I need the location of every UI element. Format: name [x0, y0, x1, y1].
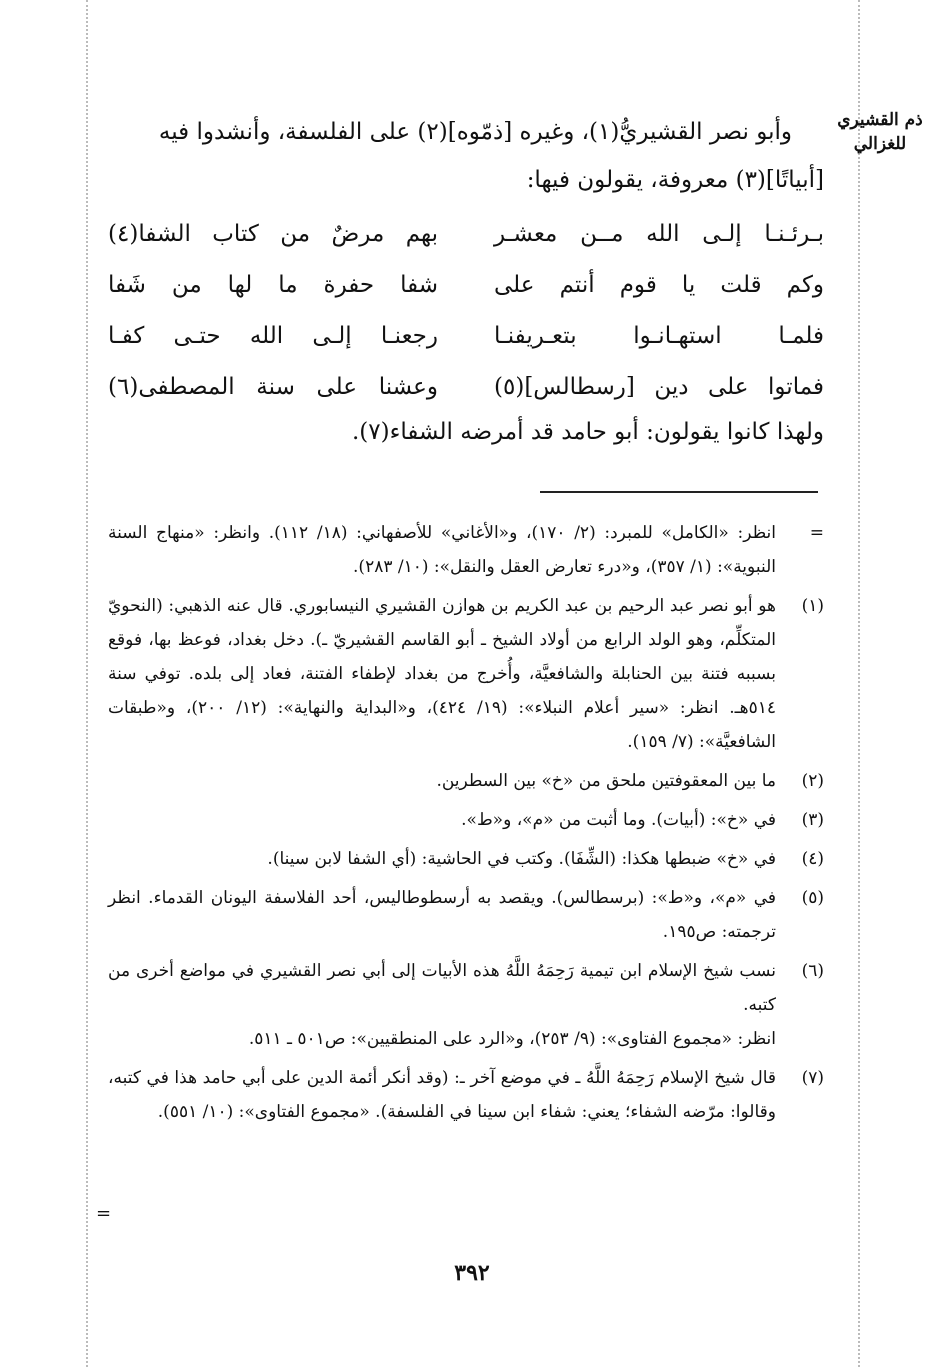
- verse-first-hemistich: فماتوا على دين [رسطالس](٥): [494, 373, 824, 400]
- verse-second-hemistich: وعشنا على سنة المصطفى(٦): [108, 373, 438, 400]
- main-line-1: وأبو نصر القشيريُّ(١)، وغيره [ذمّوه](٢) على الفلسفة، وأنشدوا فيه: [158, 119, 792, 145]
- footnote-text-block: [108, 954, 776, 1056]
- footnote-number: (٤): [801, 849, 824, 869]
- footnote-number: (٧): [801, 1068, 824, 1088]
- footnote-number: (١): [801, 596, 824, 616]
- verse-second-hemistich: بهم مرضٌ من كتاب الشفا(٤): [108, 220, 438, 247]
- footnote-text: في «م»، و«ط»: (برسطالس). ويقصد به أرسطوطاليس، أحد الفلاسفة اليونان القدماء. انظر ترجمته: ص١٩٥.: [108, 888, 776, 942]
- verse-second-hemistich: شفا حفرة ما لها من شَفا: [108, 271, 438, 298]
- footnote-number: (٣): [801, 810, 824, 830]
- footnote-continued: [108, 516, 824, 584]
- footnote-text: هو أبو نصر عبد الرحيم بن عبد الكريم بن هوازن القشيري النيسابوري. قال عنه الذهبي: (النحويّ المتكلِّم، وهو الولد الرابع من أولاد الشيخ ـ أبو القاسم القشيريّ ـ). دخل بغداد، فوعظ بها، فوقع بسببه فتنة بين الحنابلة والشافعيَّة، وأُخرج من بغداد لإطفاء الفتنة، فعاد إلى بلده. توفي سنة ٥١٤هـ. انظر: «سير أعلام النبلاء»: (١٩/ ٤٢٤)، و«البداية والنهاية»: (١٢/ ٢٠٠)، و«طبقات الشافعيَّة»: (٧/ ١٥٩).: [108, 596, 777, 752]
- margin-note: ذم القشيري للغزالي: [837, 110, 923, 154]
- verse: [108, 310, 824, 361]
- footnote: [108, 842, 824, 876]
- footnote: [108, 764, 824, 798]
- footnote-number: (٥): [801, 888, 824, 908]
- footnote-number: (٦): [801, 961, 824, 981]
- verse: [108, 259, 824, 310]
- footnote: [108, 881, 824, 949]
- footnote-separator: [540, 491, 818, 493]
- footnote: [108, 803, 824, 837]
- footnote: [108, 954, 824, 1056]
- footnote: [108, 589, 824, 759]
- footnote-reference: انظر: «مجموع الفتاوى»: (٩/ ٢٥٣)، و«الرد على المنطقيين»: ص٥٠١ ـ ٥١١.: [248, 1029, 776, 1049]
- main-text: [108, 108, 824, 204]
- footnote-number: (٢): [801, 771, 824, 791]
- verse: [108, 361, 824, 412]
- footnote-continuation-mark: =: [96, 1203, 112, 1224]
- page-number: ٣٩٢: [454, 1260, 490, 1286]
- footnote-text: في «خ» ضبطها هكذا: (الشِّفَا). وكتب في الحاشية: (أي الشفا لابن سينا).: [267, 849, 776, 869]
- verse-second-hemistich: رجعنـا إلـى الله حتـى كفـا: [108, 322, 438, 349]
- left-margin-dots: [86, 0, 88, 1367]
- footnote-text: في «خ»: (أبيات). وما أثبت من «م»، و«ط».: [461, 810, 776, 830]
- right-margin-dots: [858, 0, 860, 1367]
- main-line-2: [أبياتًا](٣) معروفة، يقولون فيها:: [526, 167, 824, 193]
- footnotes: [108, 516, 824, 1134]
- verse-first-hemistich: فلمـا استهـانـوا بتعـريفنـا: [494, 322, 824, 349]
- verse-first-hemistich: بـرئـنـا إلـى الله مــن معشـر: [494, 220, 824, 247]
- footnote: [108, 1061, 824, 1129]
- footnote-number: =: [809, 523, 824, 543]
- poem: [108, 208, 824, 412]
- footnote-text: ما بين المعقوفتين ملحق من «خ» بين السطرين.: [436, 771, 776, 791]
- verse: [108, 208, 824, 259]
- footnote-text: نسب شيخ الإسلام ابن تيمية رَحِمَهُ اللَّهُ هذه الأبيات إلى أبي نصر القشيري في مواضع أخرى من كتبه.: [108, 961, 776, 1015]
- footnote-text: انظر: «الكامل» للمبرد: (٢/ ١٧٠)، و«الأغاني» للأصفهاني: (١٨/ ١١٢). وانظر: «منهاج السنة النبوية»: (١/ ٣٥٧)، و«درء تعارض العقل والنقل»: (١٠/ ٢٨٣).: [108, 523, 776, 577]
- closing-line: ولهذا كانوا يقولون: أبو حامد قد أمرضه الشفاء(٧).: [351, 419, 824, 445]
- verse-first-hemistich: وكم قلت يا قوم أنتم على: [494, 271, 824, 298]
- footnote-text: قال شيخ الإسلام رَحِمَهُ اللَّهُ ـ في موضع آخر ـ: (وقد أنكر أئمة الدين على أبي حامد هذا في كتبه، وقالوا: مرّضه الشفاء؛ يعني: شفاء ابن سينا في الفلسفة). «مجموع الفتاوى»: (١٠/ ٥٥١).: [108, 1068, 776, 1122]
